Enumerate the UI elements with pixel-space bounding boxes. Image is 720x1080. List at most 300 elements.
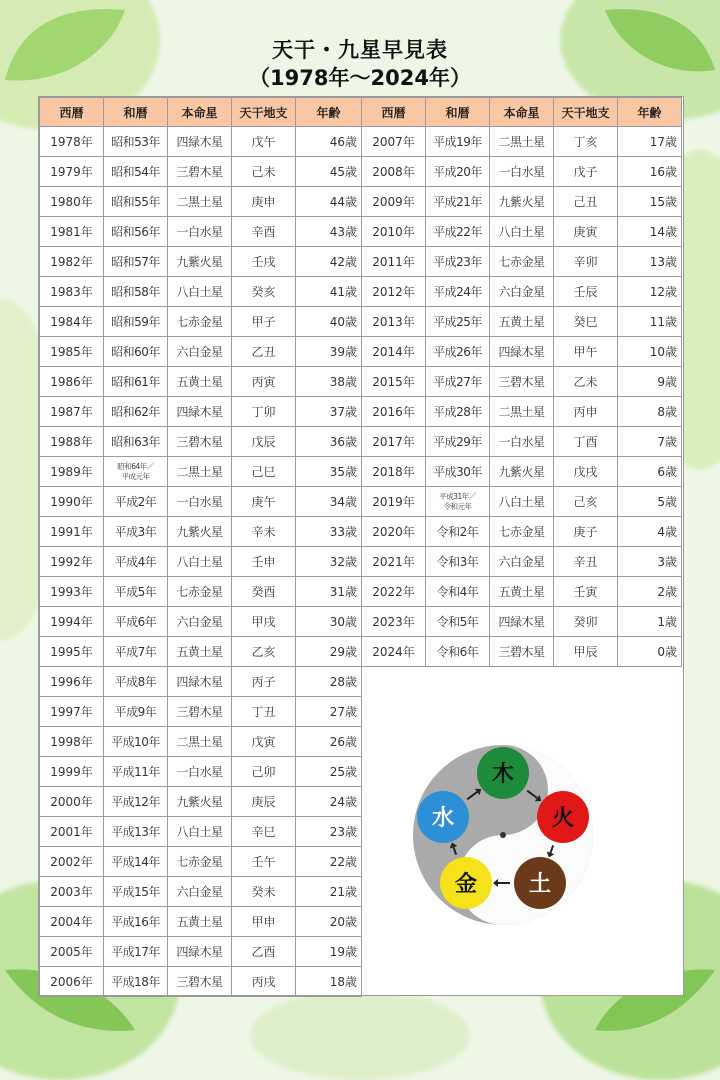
cell-japanese-era: 平成10年	[104, 727, 168, 757]
cell-honmei-star: 八白土星	[168, 277, 232, 307]
cell-japanese-era: 平成17年	[104, 937, 168, 967]
cell-west-year: 2017年	[362, 427, 426, 457]
fire-element-circle	[537, 791, 589, 843]
table-row	[362, 457, 682, 487]
cell-kanshi: 己未	[232, 157, 296, 187]
cell-japanese-era: 昭和58年	[104, 277, 168, 307]
cell-kanshi: 己丑	[554, 187, 618, 217]
cell-japanese-era: 平成15年	[104, 877, 168, 907]
cell-honmei-star: 四緑木星	[490, 337, 554, 367]
header-kanshi: 天干地支	[554, 98, 618, 127]
cell-age: 11歳	[618, 307, 682, 337]
table-row	[40, 367, 362, 397]
cell-japanese-era: 昭和62年	[104, 397, 168, 427]
cell-japanese-era: 昭和53年	[104, 127, 168, 157]
table-row	[362, 157, 682, 187]
table-row	[40, 547, 362, 577]
cell-age: 19歳	[296, 937, 362, 967]
cell-age: 32歳	[296, 547, 362, 577]
cell-kanshi: 癸巳	[554, 307, 618, 337]
cell-honmei-star: 二黒土星	[168, 187, 232, 217]
cell-west-year: 1996年	[40, 667, 104, 697]
table-row	[362, 307, 682, 337]
cell-japanese-era: 昭和57年	[104, 247, 168, 277]
cell-honmei-star: 七赤金星	[168, 577, 232, 607]
cell-age: 6歳	[618, 457, 682, 487]
table-row	[40, 127, 362, 157]
cell-honmei-star: 八白土星	[168, 817, 232, 847]
cell-age: 40歳	[296, 307, 362, 337]
cell-kanshi: 己巳	[232, 457, 296, 487]
cell-west-year: 1978年	[40, 127, 104, 157]
table-row	[40, 607, 362, 637]
cell-west-year: 1997年	[40, 697, 104, 727]
cell-kanshi: 壬申	[232, 547, 296, 577]
cell-japanese-era: 平成9年	[104, 697, 168, 727]
cell-age: 24歳	[296, 787, 362, 817]
cell-kanshi: 戊子	[554, 157, 618, 187]
cell-age: 35歳	[296, 457, 362, 487]
cell-honmei-star: 三碧木星	[490, 367, 554, 397]
header-japanese-era: 和暦	[104, 98, 168, 127]
table-row	[40, 577, 362, 607]
cell-age: 23歳	[296, 817, 362, 847]
cell-kanshi: 己卯	[232, 757, 296, 787]
cell-age: 21歳	[296, 877, 362, 907]
cell-japanese-era: 平成2年	[104, 487, 168, 517]
year-table-right	[361, 97, 682, 667]
table-row	[40, 277, 362, 307]
table-row	[362, 517, 682, 547]
cell-kanshi: 丁丑	[232, 697, 296, 727]
cell-west-year: 2020年	[362, 517, 426, 547]
cell-age: 8歳	[618, 397, 682, 427]
cell-japanese-era: 平成24年	[426, 277, 490, 307]
cell-honmei-star: 三碧木星	[168, 157, 232, 187]
cell-age: 10歳	[618, 337, 682, 367]
cell-kanshi: 乙酉	[232, 937, 296, 967]
cell-age: 37歳	[296, 397, 362, 427]
cell-honmei-star: 八白土星	[168, 547, 232, 577]
cell-kanshi: 壬午	[232, 847, 296, 877]
cell-age: 4歳	[618, 517, 682, 547]
cell-japanese-era: 昭和59年	[104, 307, 168, 337]
header-japanese-era: 和暦	[426, 98, 490, 127]
cell-west-year: 1987年	[40, 397, 104, 427]
cell-west-year: 2004年	[40, 907, 104, 937]
cell-kanshi: 丙戌	[232, 967, 296, 997]
cell-japanese-era: 平成16年	[104, 907, 168, 937]
cell-japanese-era: 平成7年	[104, 637, 168, 667]
table-row	[40, 457, 362, 487]
cell-west-year: 2006年	[40, 967, 104, 997]
cell-age: 1歳	[618, 607, 682, 637]
header-age: 年齢	[618, 98, 682, 127]
cell-kanshi: 甲戌	[232, 607, 296, 637]
cell-west-year: 1982年	[40, 247, 104, 277]
table-row	[362, 397, 682, 427]
cell-japanese-era: 平成8年	[104, 667, 168, 697]
cell-west-year: 1995年	[40, 637, 104, 667]
cell-japanese-era: 平成31年／ 令和元年	[426, 487, 490, 517]
cell-honmei-star: 六白金星	[168, 877, 232, 907]
cell-west-year: 2003年	[40, 877, 104, 907]
cell-japanese-era: 令和3年	[426, 547, 490, 577]
cell-west-year: 2002年	[40, 847, 104, 877]
cell-kanshi: 庚子	[554, 517, 618, 547]
cell-japanese-era: 令和2年	[426, 517, 490, 547]
cell-japanese-era: 平成5年	[104, 577, 168, 607]
cell-west-year: 2021年	[362, 547, 426, 577]
cell-kanshi: 甲辰	[554, 637, 618, 667]
cell-age: 45歳	[296, 157, 362, 187]
cell-honmei-star: 九紫火星	[490, 187, 554, 217]
header-kanshi: 天干地支	[232, 98, 296, 127]
cell-west-year: 2000年	[40, 787, 104, 817]
earth-element-circle	[514, 857, 566, 909]
cell-age: 13歳	[618, 247, 682, 277]
cell-honmei-star: 五黄土星	[168, 367, 232, 397]
cell-age: 31歳	[296, 577, 362, 607]
table-row	[40, 877, 362, 907]
cell-west-year: 1981年	[40, 217, 104, 247]
table-row	[362, 367, 682, 397]
cell-honmei-star: 四緑木星	[168, 397, 232, 427]
cell-japanese-era: 平成29年	[426, 427, 490, 457]
cell-west-year: 2024年	[362, 637, 426, 667]
cell-age: 18歳	[296, 967, 362, 997]
table-row	[40, 667, 362, 697]
foliage-blob	[250, 990, 470, 1080]
cell-honmei-star: 九紫火星	[168, 247, 232, 277]
cell-age: 3歳	[618, 547, 682, 577]
table-row	[362, 337, 682, 367]
cell-west-year: 2008年	[362, 157, 426, 187]
table-row	[362, 637, 682, 667]
cell-kanshi: 辛巳	[232, 817, 296, 847]
cell-age: 34歳	[296, 487, 362, 517]
table-row	[40, 487, 362, 517]
cell-west-year: 1990年	[40, 487, 104, 517]
table-row	[40, 847, 362, 877]
cell-japanese-era: 平成26年	[426, 337, 490, 367]
cell-west-year: 1998年	[40, 727, 104, 757]
table-row	[362, 427, 682, 457]
table-row	[40, 517, 362, 547]
cell-age: 5歳	[618, 487, 682, 517]
cell-kanshi: 丙寅	[232, 367, 296, 397]
cell-honmei-star: 三碧木星	[168, 697, 232, 727]
cell-kanshi: 丁亥	[554, 127, 618, 157]
metal-element-circle	[440, 857, 492, 909]
cell-age: 9歳	[618, 367, 682, 397]
table-row	[40, 637, 362, 667]
cell-west-year: 2005年	[40, 937, 104, 967]
cell-japanese-era: 平成11年	[104, 757, 168, 787]
cell-kanshi: 庚寅	[554, 217, 618, 247]
table-row	[40, 217, 362, 247]
header-honmei-star: 本命星	[168, 98, 232, 127]
cell-japanese-era: 平成4年	[104, 547, 168, 577]
cell-west-year: 1989年	[40, 457, 104, 487]
cell-honmei-star: 四緑木星	[168, 937, 232, 967]
cell-age: 7歳	[618, 427, 682, 457]
cell-japanese-era: 昭和63年	[104, 427, 168, 457]
cell-honmei-star: 六白金星	[490, 277, 554, 307]
header-age: 年齢	[296, 98, 362, 127]
cell-age: 25歳	[296, 757, 362, 787]
cell-kanshi: 癸亥	[232, 277, 296, 307]
cell-west-year: 1999年	[40, 757, 104, 787]
cell-kanshi: 甲午	[554, 337, 618, 367]
element-label: 木	[491, 762, 515, 787]
header-honmei-star: 本命星	[490, 98, 554, 127]
cell-age: 36歳	[296, 427, 362, 457]
cell-kanshi: 乙亥	[232, 637, 296, 667]
cell-honmei-star: 三碧木星	[168, 427, 232, 457]
cell-west-year: 2023年	[362, 607, 426, 637]
cell-age: 43歳	[296, 217, 362, 247]
table-sheet	[38, 96, 684, 996]
cell-kanshi: 庚辰	[232, 787, 296, 817]
cell-age: 44歳	[296, 187, 362, 217]
cell-west-year: 1992年	[40, 547, 104, 577]
table-header-row	[362, 98, 682, 127]
cell-west-year: 1984年	[40, 307, 104, 337]
cell-age: 27歳	[296, 697, 362, 727]
cell-west-year: 1980年	[40, 187, 104, 217]
cell-age: 15歳	[618, 187, 682, 217]
table-row	[40, 157, 362, 187]
cell-age: 22歳	[296, 847, 362, 877]
cell-japanese-era: 昭和56年	[104, 217, 168, 247]
cell-honmei-star: 二黒土星	[490, 127, 554, 157]
cell-kanshi: 戊午	[232, 127, 296, 157]
cell-kanshi: 甲申	[232, 907, 296, 937]
table-row	[362, 187, 682, 217]
cell-kanshi: 壬戌	[232, 247, 296, 277]
cell-honmei-star: 六白金星	[168, 607, 232, 637]
cell-honmei-star: 七赤金星	[490, 247, 554, 277]
water-element-circle	[417, 791, 469, 843]
cell-west-year: 2016年	[362, 397, 426, 427]
cell-japanese-era: 平成14年	[104, 847, 168, 877]
cell-kanshi: 壬辰	[554, 277, 618, 307]
table-row	[40, 187, 362, 217]
cell-kanshi: 癸未	[232, 877, 296, 907]
cell-kanshi: 乙未	[554, 367, 618, 397]
cell-age: 2歳	[618, 577, 682, 607]
table-row	[40, 787, 362, 817]
cell-kanshi: 丙申	[554, 397, 618, 427]
cell-west-year: 2001年	[40, 817, 104, 847]
element-label: 土	[528, 872, 552, 897]
cell-kanshi: 辛未	[232, 517, 296, 547]
table-row	[40, 757, 362, 787]
table-row	[40, 397, 362, 427]
table-row	[40, 307, 362, 337]
cell-kanshi: 辛酉	[232, 217, 296, 247]
cell-west-year: 2009年	[362, 187, 426, 217]
cell-honmei-star: 四緑木星	[490, 607, 554, 637]
cell-west-year: 1994年	[40, 607, 104, 637]
cell-west-year: 1986年	[40, 367, 104, 397]
cell-japanese-era: 昭和55年	[104, 187, 168, 217]
center-dot	[500, 832, 506, 838]
table-row	[40, 727, 362, 757]
cell-honmei-star: 六白金星	[490, 547, 554, 577]
table-row	[362, 277, 682, 307]
table-row	[362, 487, 682, 517]
cell-honmei-star: 五黄土星	[168, 637, 232, 667]
cell-age: 28歳	[296, 667, 362, 697]
cell-west-year: 2010年	[362, 217, 426, 247]
cell-honmei-star: 二黒土星	[168, 727, 232, 757]
cell-japanese-era: 平成6年	[104, 607, 168, 637]
element-label: 火	[551, 806, 575, 831]
cell-honmei-star: 一白水星	[168, 217, 232, 247]
cell-honmei-star: 五黄土星	[490, 307, 554, 337]
cell-west-year: 2013年	[362, 307, 426, 337]
header-west-year: 西暦	[362, 98, 426, 127]
cell-japanese-era: 平成13年	[104, 817, 168, 847]
cell-honmei-star: 四緑木星	[168, 127, 232, 157]
table-row	[40, 427, 362, 457]
table-row	[40, 937, 362, 967]
page-title: 天干・九星早見表	[272, 38, 448, 62]
cell-japanese-era: 平成21年	[426, 187, 490, 217]
cell-honmei-star: 一白水星	[168, 487, 232, 517]
cell-kanshi: 戊寅	[232, 727, 296, 757]
cell-kanshi: 戊辰	[232, 427, 296, 457]
cell-kanshi: 戊戌	[554, 457, 618, 487]
cell-age: 12歳	[618, 277, 682, 307]
cell-japanese-era: 平成19年	[426, 127, 490, 157]
cell-kanshi: 癸酉	[232, 577, 296, 607]
table-row	[40, 337, 362, 367]
element-label: 金	[454, 872, 478, 897]
cell-kanshi: 辛丑	[554, 547, 618, 577]
cell-japanese-era: 平成27年	[426, 367, 490, 397]
cell-japanese-era: 昭和60年	[104, 337, 168, 367]
cell-honmei-star: 一白水星	[168, 757, 232, 787]
cell-west-year: 1985年	[40, 337, 104, 367]
cell-kanshi: 甲子	[232, 307, 296, 337]
cell-honmei-star: 七赤金星	[490, 517, 554, 547]
cell-kanshi: 乙丑	[232, 337, 296, 367]
cell-west-year: 2011年	[362, 247, 426, 277]
cell-kanshi: 癸卯	[554, 607, 618, 637]
cell-japanese-era: 昭和64年／ 平成元年	[104, 457, 168, 487]
cell-japanese-era: 平成25年	[426, 307, 490, 337]
cell-kanshi: 庚申	[232, 187, 296, 217]
cell-honmei-star: 六白金星	[168, 337, 232, 367]
table-row	[362, 607, 682, 637]
table-row	[362, 217, 682, 247]
wood-element-circle	[477, 747, 529, 799]
table-row	[40, 247, 362, 277]
cell-age: 33歳	[296, 517, 362, 547]
cell-west-year: 1983年	[40, 277, 104, 307]
cell-honmei-star: 七赤金星	[168, 307, 232, 337]
cell-honmei-star: 一白水星	[490, 157, 554, 187]
cell-honmei-star: 二黒土星	[490, 397, 554, 427]
cell-kanshi: 辛卯	[554, 247, 618, 277]
header-west-year: 西暦	[40, 98, 104, 127]
cell-west-year: 1979年	[40, 157, 104, 187]
cell-age: 14歳	[618, 217, 682, 247]
cell-honmei-star: 五黄土星	[490, 577, 554, 607]
cell-kanshi: 丁卯	[232, 397, 296, 427]
cell-honmei-star: 一白水星	[490, 427, 554, 457]
cell-japanese-era: 昭和54年	[104, 157, 168, 187]
cell-age: 41歳	[296, 277, 362, 307]
cell-age: 17歳	[618, 127, 682, 157]
page-subtitle: （1978年～2024年）	[249, 66, 471, 90]
element-label: 水	[431, 806, 455, 831]
cell-age: 38歳	[296, 367, 362, 397]
cell-honmei-star: 三碧木星	[168, 967, 232, 997]
cell-japanese-era: 平成23年	[426, 247, 490, 277]
cell-west-year: 2015年	[362, 367, 426, 397]
cell-honmei-star: 七赤金星	[168, 847, 232, 877]
cell-japanese-era: 令和6年	[426, 637, 490, 667]
cell-japanese-era: 平成20年	[426, 157, 490, 187]
cell-age: 20歳	[296, 907, 362, 937]
cell-west-year: 2012年	[362, 277, 426, 307]
cell-honmei-star: 三碧木星	[490, 637, 554, 667]
table-header-row	[40, 98, 362, 127]
cell-age: 29歳	[296, 637, 362, 667]
cell-japanese-era: 令和4年	[426, 577, 490, 607]
cell-honmei-star: 九紫火星	[490, 457, 554, 487]
cell-japanese-era: 平成3年	[104, 517, 168, 547]
year-table-left	[39, 97, 362, 997]
cell-west-year: 2022年	[362, 577, 426, 607]
cell-japanese-era: 平成18年	[104, 967, 168, 997]
cell-west-year: 2019年	[362, 487, 426, 517]
cell-kanshi: 丙子	[232, 667, 296, 697]
cell-honmei-star: 九紫火星	[168, 787, 232, 817]
cell-age: 26歳	[296, 727, 362, 757]
cell-west-year: 2014年	[362, 337, 426, 367]
cell-kanshi: 丁酉	[554, 427, 618, 457]
cell-honmei-star: 四緑木星	[168, 667, 232, 697]
table-row	[362, 577, 682, 607]
cell-honmei-star: 八白土星	[490, 217, 554, 247]
five-elements-diagram	[403, 735, 603, 935]
cell-age: 42歳	[296, 247, 362, 277]
table-row	[362, 547, 682, 577]
cell-japanese-era: 平成12年	[104, 787, 168, 817]
cell-honmei-star: 九紫火星	[168, 517, 232, 547]
table-row	[40, 967, 362, 997]
cell-japanese-era: 昭和61年	[104, 367, 168, 397]
cell-japanese-era: 平成30年	[426, 457, 490, 487]
table-row	[362, 127, 682, 157]
cell-west-year: 1991年	[40, 517, 104, 547]
cell-age: 30歳	[296, 607, 362, 637]
cell-west-year: 2007年	[362, 127, 426, 157]
cell-west-year: 1988年	[40, 427, 104, 457]
cell-age: 0歳	[618, 637, 682, 667]
cell-west-year: 1993年	[40, 577, 104, 607]
cell-honmei-star: 二黒土星	[168, 457, 232, 487]
cell-age: 46歳	[296, 127, 362, 157]
table-row	[40, 817, 362, 847]
cell-age: 39歳	[296, 337, 362, 367]
cell-west-year: 2018年	[362, 457, 426, 487]
